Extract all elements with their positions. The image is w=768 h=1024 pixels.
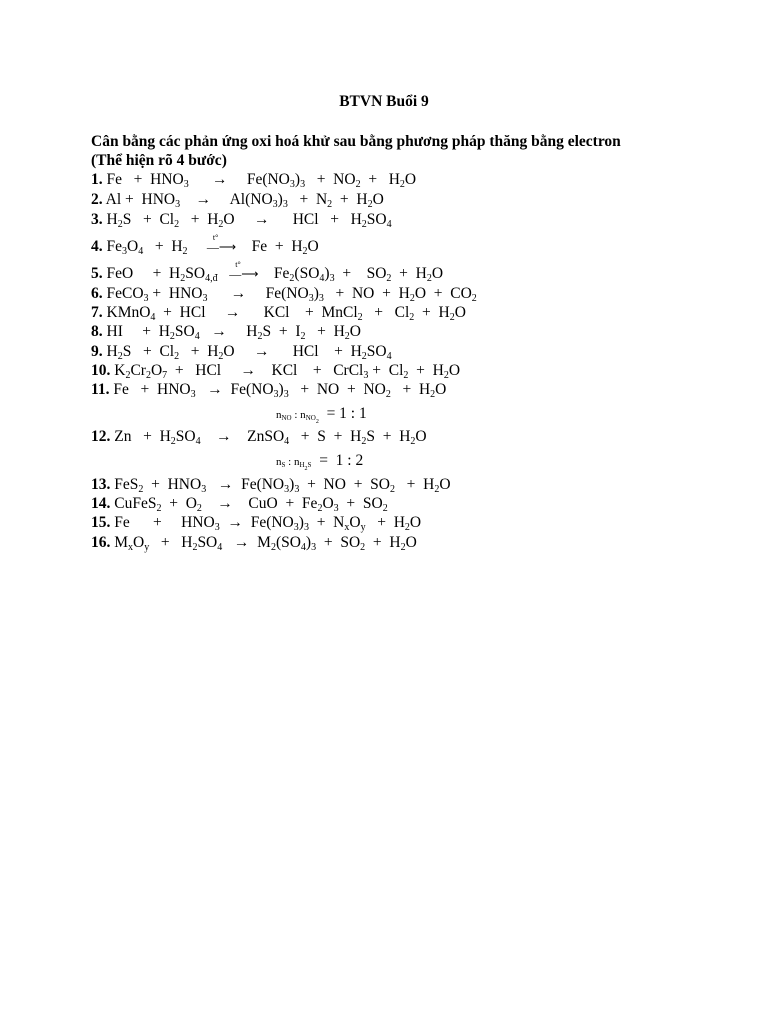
reaction-14: 14. CuFeS$_2$ + $O_2$ → CuO + $Fe_2O_3 + SO_2$: [91, 495, 388, 514]
reaction-8: 8. HI + $H_2SO_4$ → $H_2S + I_2 + H_2O$: [91, 323, 361, 342]
instruction-line-1: Cân bằng các phản ứng oxi hoá khử sau bằng phương pháp thăng bằng electron: [91, 133, 621, 150]
reaction-13: 13. $FeS_2 + HNO_3$ → $Fe(NO_3)_3$ + NO + $SO_2 + H_2O$: [91, 476, 451, 495]
reaction-11: 11. $Fe + HNO_3$ → $Fe(NO_3)_3$ + NO + $NO_2 + H_2O$: [91, 381, 447, 400]
reaction-10: 10. $K_2Cr_2O_7$ + HCl → KCl + CrCl$_3$ + $Cl_2 + H_2O$: [91, 362, 461, 381]
reaction-12: 12. $Zn + H_2SO_4$ → ZnSO$_4$ + $S + H_2S + H_2O$: [91, 428, 427, 447]
ratio-no-no2: nNO : nNO$_2$ = 1 : 1: [276, 405, 367, 425]
reaction-7: 7. KMnO$_4$ + HCl → KCl + MnCl$_2$ + $Cl_2 + H_2O$: [91, 304, 466, 323]
heat-arrow: t° —⟶: [206, 233, 237, 254]
reaction-15: 15. Fe + $HNO_3 \to Fe(NO_3)_3 + N_xO_y + H_2O$: [91, 514, 422, 533]
instruction: [91, 132, 711, 170]
instruction-line-2: (Thể hiện rõ 4 bước): [91, 152, 227, 169]
reaction-4: 4. $Fe_3O_4 + H_2$ t° —⟶ $Fe + H_2O$: [91, 233, 319, 257]
ratio-s-h2s: nS : $nH_2S = 1$ : 2: [276, 452, 364, 472]
reaction-5: 5. FeO + $H_2SO_{4,đ}$ t° —⟶ $Fe_2(SO_4)_3$ + $SO_2 + H_2O$: [91, 260, 444, 284]
reaction-6: 6. FeCO$_3$ + $HNO_3$ → $Fe(NO_3)_3$ + NO + $H_2O + CO_2$: [91, 285, 477, 304]
reaction-16: 16. $M_xO_y + H_2SO_4$ → $M_2(SO_4)_3 + SO_2 + H_2O$: [91, 534, 417, 553]
reaction-3: 3. $H_2S + Cl_2 + H_2O$ → HCl + $H_2SO_4$: [91, 211, 392, 230]
page-title: BTVN Buổi 9: [339, 93, 429, 110]
reaction-1: 1. $Fe + HNO_3$ → $Fe(NO_3)_3 + NO_2 + H_2O$: [91, 171, 417, 190]
heat-arrow: t° —⟶: [229, 260, 259, 281]
reaction-9: 9. $H_2S + Cl_2 + H_2O$ → HCl + $H_2SO_4$: [91, 343, 392, 362]
reaction-2: 2. $Al + HNO_3$ → $Al(NO_3)_3 + N_2 + H_2O$: [91, 191, 384, 210]
